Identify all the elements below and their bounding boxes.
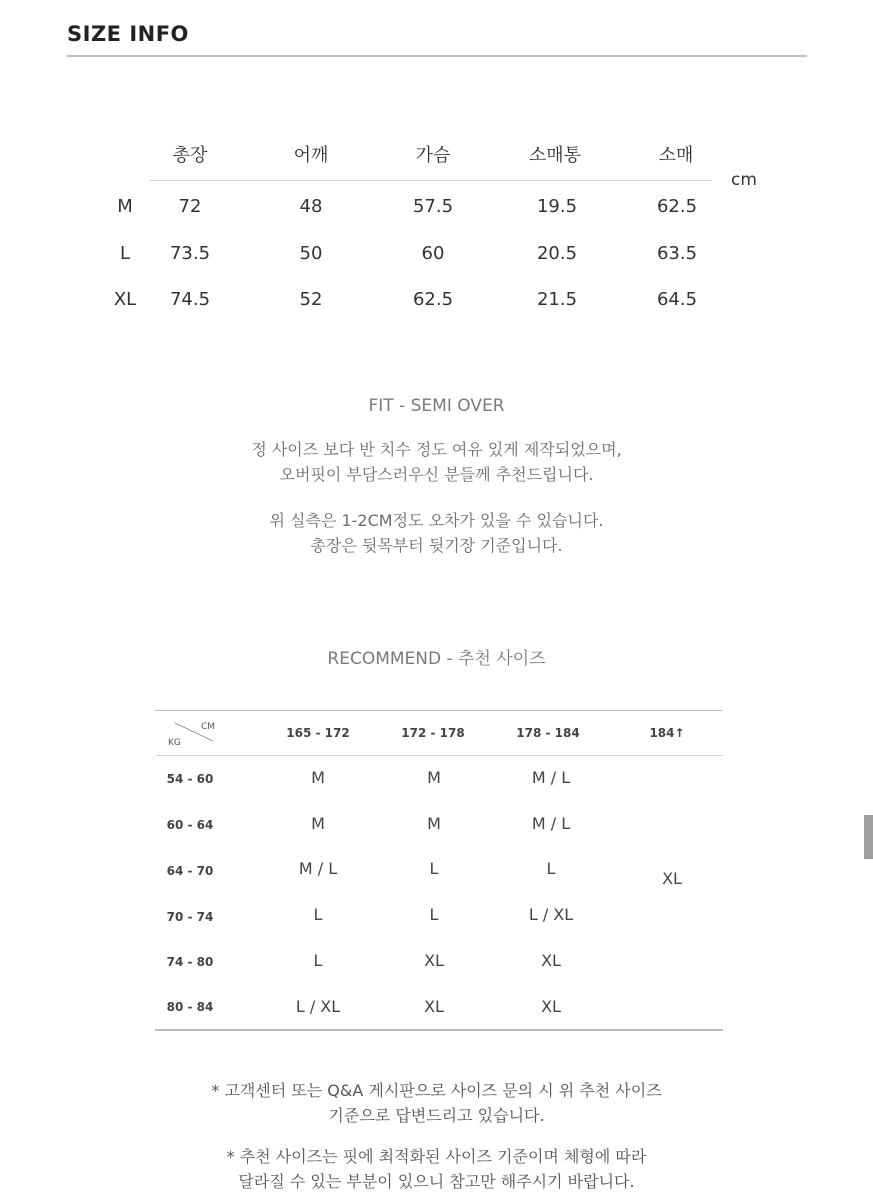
recommend-cell: L	[429, 905, 439, 924]
size-header-shoulder: 어깨	[293, 145, 329, 166]
size-cell: 20.5	[536, 243, 578, 264]
measurement-note-line: 위 실측은 1-2CM정도 오차가 있을 수 있습니다.	[269, 511, 604, 530]
size-cell: 62.5	[412, 289, 454, 310]
recommend-title: RECOMMEND - 추천 사이즈	[327, 649, 546, 669]
recommend-cell: L	[313, 951, 323, 970]
measurement-note-line: 총장은 뒷목부터 뒷기장 기준입니다.	[310, 536, 563, 555]
weight-label: 54 - 60	[166, 772, 214, 786]
recommend-cell: L	[546, 859, 556, 878]
size-cell: 21.5	[536, 289, 578, 310]
fit-description	[0, 437, 873, 487]
page-title: SIZE INFO	[67, 22, 189, 46]
recommend-cell: M	[311, 768, 325, 787]
size-cell: 62.5	[656, 196, 698, 217]
note-line: 기준으로 답변드리고 있습니다.	[328, 1106, 545, 1125]
size-row-label: L	[119, 243, 131, 264]
recommend-cell: M / L	[531, 814, 571, 833]
recommend-cell: M / L	[298, 859, 338, 878]
size-header-length: 총장	[172, 145, 208, 166]
recommend-cell: M	[311, 814, 325, 833]
recommend-cell: L	[429, 859, 439, 878]
size-cell: 19.5	[536, 196, 578, 217]
recommend-cell: L / XL	[528, 905, 574, 924]
size-row-label: XL	[113, 289, 137, 310]
recommend-table-top-border	[155, 710, 723, 711]
recommend-header-divider	[155, 755, 723, 756]
recommend-cell: M / L	[531, 768, 571, 787]
weight-label: 64 - 70	[166, 864, 214, 878]
height-header: 172 - 178	[401, 726, 465, 740]
height-header: 165 - 172	[286, 726, 350, 740]
size-header-sleeve-width: 소매통	[528, 145, 582, 166]
size-cell: 52	[299, 289, 323, 310]
recommend-cell: L	[313, 905, 323, 924]
size-row-label: M	[117, 196, 133, 217]
recommend-cell: L / XL	[295, 997, 341, 1016]
recommend-cell: M	[427, 814, 441, 833]
note-fit	[0, 1144, 873, 1194]
size-cell: 63.5	[656, 243, 698, 264]
corner-cm-label: CM	[201, 722, 216, 732]
size-cell: 50	[299, 243, 323, 264]
fit-description-line: 오버핏이 부담스러우신 분들께 추천드립니다.	[279, 465, 594, 484]
size-cell: 73.5	[169, 243, 211, 264]
scrollbar-thumb[interactable]	[864, 815, 873, 859]
title-divider	[67, 55, 807, 57]
height-header: 178 - 184	[516, 726, 580, 740]
size-cell: 60	[421, 243, 445, 264]
size-header-chest: 가슴	[415, 145, 451, 166]
measurement-note	[0, 508, 873, 558]
size-unit: cm	[731, 170, 757, 190]
recommend-table-bottom-border	[155, 1029, 723, 1031]
size-cell: 48	[299, 196, 323, 217]
note-line: 달라질 수 있는 부분이 있으니 참고만 해주시기 바랍니다.	[238, 1172, 635, 1191]
note-line: * 추천 사이즈는 핏에 최적화된 사이즈 기준이며 체형에 따라	[226, 1147, 647, 1166]
recommend-cell: M	[427, 768, 441, 787]
weight-label: 70 - 74	[166, 910, 214, 924]
height-header: 184↑	[649, 726, 685, 740]
size-header-divider	[150, 180, 712, 181]
weight-label: 80 - 84	[166, 1000, 214, 1014]
size-cell: 64.5	[656, 289, 698, 310]
size-cell: 72	[178, 196, 202, 217]
size-cell: 74.5	[169, 289, 211, 310]
fit-description-line: 정 사이즈 보다 반 치수 정도 여유 있게 제작되었으며,	[251, 440, 622, 459]
note-inquiry	[0, 1078, 873, 1128]
corner-kg-label: KG	[168, 738, 181, 748]
weight-label: 74 - 80	[166, 955, 214, 969]
recommend-cell: XL	[541, 997, 561, 1016]
fit-title: FIT - SEMI OVER	[368, 396, 505, 416]
recommend-tall-cell: XL	[662, 869, 682, 888]
recommend-cell: XL	[541, 951, 561, 970]
recommend-cell: XL	[424, 997, 444, 1016]
recommend-cell: XL	[424, 951, 444, 970]
weight-label: 60 - 64	[166, 818, 214, 832]
size-header-sleeve: 소매	[658, 145, 694, 166]
size-cell: 57.5	[412, 196, 454, 217]
note-line: * 고객센터 또는 Q&A 게시판으로 사이즈 문의 시 위 추천 사이즈	[211, 1081, 662, 1100]
